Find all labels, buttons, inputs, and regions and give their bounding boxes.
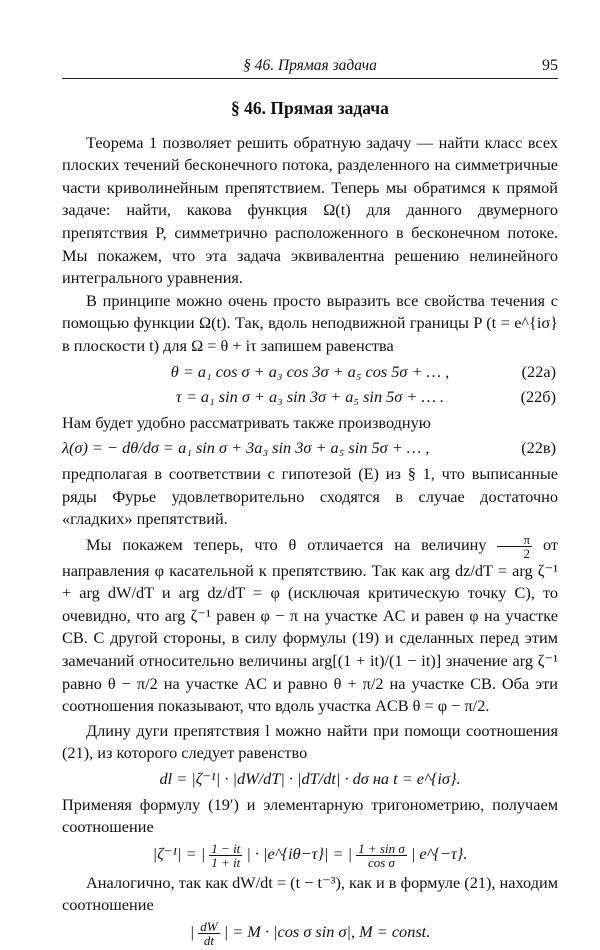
eq-zeta-part1: |ζ⁻¹| = |	[152, 844, 206, 864]
eq-zeta-part2: | · |e^{iθ−τ}| = |	[246, 844, 353, 864]
equation-22a-number: (22а)	[521, 361, 556, 381]
equation-22c-body: λ(σ) = − dθ/dσ = a₁ sin σ + 3a₃ sin 3σ + a₅ sin 5σ + … ,	[62, 438, 430, 458]
pi-half-fraction	[497, 533, 532, 560]
equation-22c-number: (22в)	[521, 438, 556, 458]
section-title: § 46. Прямая задача	[231, 98, 389, 118]
equation-dw-dt	[62, 920, 558, 947]
eq-zeta-f2-num: 1 + sin σ	[358, 840, 405, 856]
eq-dw-den: dt	[203, 933, 215, 948]
eq-zeta-f1-den: 1 + it	[211, 854, 241, 870]
eq-zeta-part3: | e^{−τ}.	[410, 844, 468, 864]
paragraph-8: Аналогично, так как dW/dt = (t − t⁻³), как и в формуле (21), находим соотношение	[62, 872, 558, 915]
running-title: § 46. Прямая задача	[243, 57, 377, 74]
eq-zeta-f2-den: cos σ	[367, 854, 395, 870]
paragraph-5	[62, 533, 558, 718]
equation-arc-length: dl = |ζ⁻¹| · |dW/dT| · |dT/dt| · dσ на t = e^{iσ}.	[159, 769, 461, 789]
fraction-denominator: 2	[523, 545, 530, 561]
paragraph-7: Применяя формулу (19′) и элементарную тригонометрию, получаем соотношение	[62, 794, 558, 837]
fraction-numerator: π	[497, 533, 532, 547]
eq-zeta-fraction-2	[356, 842, 407, 869]
page	[62, 52, 558, 950]
equation-22b-number: (22б)	[520, 387, 556, 407]
equation-22b-body: τ = a₁ sin σ + a₃ sin 3σ + a₅ sin 5σ + … .	[175, 387, 445, 407]
equation-22a-body: θ = a₁ cos σ + a₃ cos 3σ + a₅ cos 5σ + … ,	[170, 361, 450, 381]
paragraph-2: В принципе можно очень просто выразить все свойства течения с помощью функции Ω(t). Так, вдоль неподвижной границы P (t = e^{iσ} в плоскости t) для Ω = θ + iτ запишем равенства	[62, 290, 558, 355]
equation-zeta	[62, 842, 558, 869]
eq-zeta-fraction-1	[209, 842, 242, 869]
eq-dw-part1: |	[189, 922, 195, 942]
paragraph-1: Теорема 1 позволяет решить обратную задачу — найти класс всех плоских течений бесконечного потока, разделенного на симметричные части криволинейным препятствием. Теперь мы обратимся к прямой задаче: найти, какова функция Ω(t) для данного двумерного препятствия P, симметрично расположенного в бесконечном потоке. Мы покажем, что эта задача эквивалентна решению нелинейного интегрального уравнения.	[62, 132, 558, 288]
eq-dw-num: dW	[200, 919, 218, 934]
paragraph-3: Нам будет удобно рассматривать также производную	[62, 412, 431, 432]
eq-dw-part2: | = M · |cos σ sin σ|, M = const.	[223, 922, 431, 942]
page-number: 95	[542, 57, 558, 74]
paragraph-6: Длину дуги препятствия l можно найти при помощи соотношения (21), из которого следует равенство	[62, 720, 558, 763]
paragraph-5-start: Мы покажем теперь, что θ отличается на величину	[86, 534, 487, 554]
equation-22c	[62, 437, 558, 460]
equation-22b	[62, 386, 558, 409]
eq-zeta-f1-num: 1 − it	[211, 840, 241, 856]
running-header	[62, 52, 558, 79]
paragraph-4: предполагая в соответствии с гипотезой (Е) из § 1, что выписанные ряды Фурье удовлетворительно сходятся в случае достаточно «гладких» препятствий.	[62, 463, 558, 529]
equation-22a	[62, 361, 558, 384]
paragraph-5-rest: от направления φ касательной к препятствию. Так как arg dz/dT = arg ζ⁻¹ + arg dW/dT и arg dz/dT = φ (исключая критическую точку C), то очевидно, что arg ζ⁻¹ равен φ − π на участке AC и равен φ на участке CB. С другой стороны, в силу формулы (19) и сделанных перед этим замечаний относительно величины arg[(1 + it)/(1 − it)] значение arg ζ⁻¹ равно θ − π/2 на участке AC и равно θ + π/2 на участке CB. Оба эти соотношения показывают, что вдоль участка ACB θ = φ − π/2.	[62, 534, 559, 716]
eq-dw-fraction	[198, 920, 219, 947]
